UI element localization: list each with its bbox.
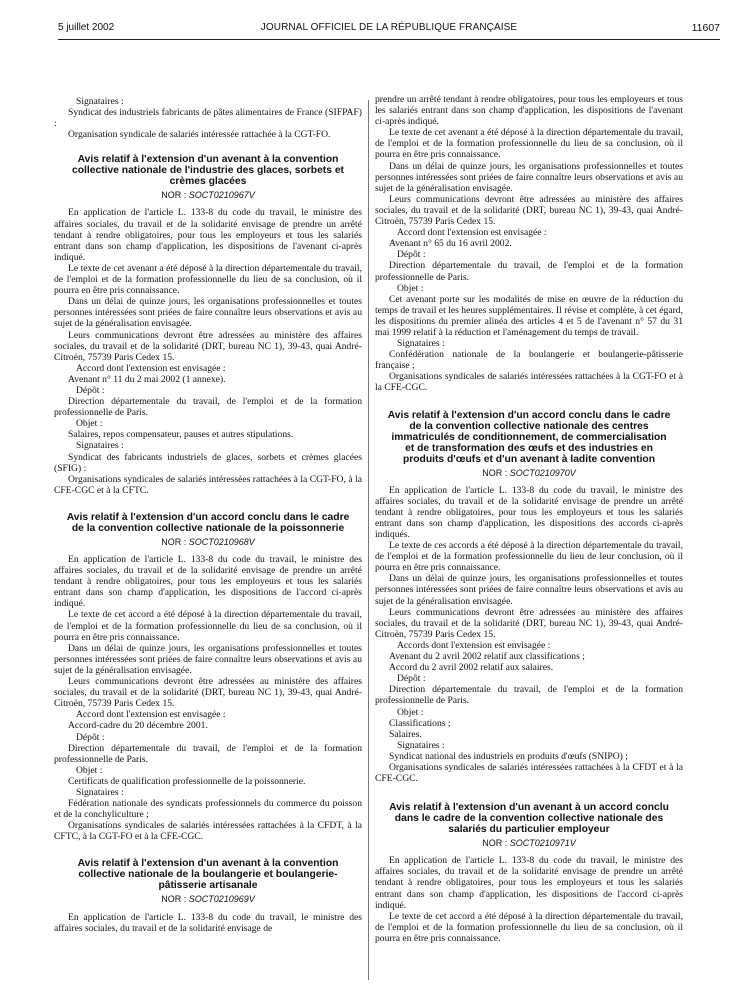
notice-paragraph: En application de l'article L. 133-8 du code du travail, le ministre des affaires sociales, du travail et de la solidarité envisage de prendre un arrêté tendant à rendre obligatoires, pour tous les employeurs et tous les salariés entrant dans son champ d'application, les dispositions de l'accord ci-après indiqué. xyxy=(54,554,362,610)
notice-heading: Avis relatif à l'extension d'un avenant à la convention collective nationale de l'industrie des glaces, sorbets et crèmes glacées xyxy=(72,154,344,188)
field-value: Classifications ; xyxy=(389,717,451,729)
signataires-label: Signataires : xyxy=(76,96,124,107)
field-value: Fédération nationale des syndicats professionnels du commerce du poisson et de la conchyliculture ; xyxy=(54,798,362,821)
notice-paragraph: Le texte de ces accords a été déposé à la direction départementale du travail, de l'emploi et de la formation professionnelle du lieu de leur conclusion, où il pourra en être pris connaissance. xyxy=(375,540,683,574)
notice-paragraph: Le texte de cet avenant a été déposé à la direction départementale du travail, de l'emploi et de la formation professionnelle du lieu de sa conclusion, où il pourra en être pris connaissance. xyxy=(375,127,683,161)
notice-paragraph: prendre un arrêté tendant à rendre obligatoires, pour tous les employeurs et tous les salariés entrant dans son champ d'application, les dispositions de l'avenant ci-après indiqué. xyxy=(375,94,683,128)
notice-paragraph: En application de l'article L. 133-8 du code du travail, le ministre des affaires sociales, du travail et de la solidarité envisage de prendre un arrêté tendant à rendre obligatoires, pour tous les employeurs et tous les salariés entrant dans son champ d'application, les dispositions de l'accord ci-après indiqué. xyxy=(375,855,683,911)
right-column xyxy=(375,94,683,944)
field-label: Dépôt : xyxy=(397,673,426,685)
notice-paragraph: Le texte de cet accord a été déposé à la direction départementale du travail, de l'emploi et de la formation professionnelle du lieu de sa conclusion, où il pourra en être pris connaissance. xyxy=(375,910,683,944)
notice-paragraph: Le texte de cet accord a été déposé à la direction départementale du travail, de l'emploi et de la formation professionnelle du lieu de sa conclusion, où il pourra en être pris connaissance. xyxy=(54,609,362,643)
field-label: Objet : xyxy=(397,282,424,294)
left-column xyxy=(54,96,362,934)
field-value: Direction départementale du travail, de l'emploi et de la formation professionnelle de Paris. xyxy=(54,742,362,765)
field-value: Avenant du 2 avril 2002 relatif aux classifications ; xyxy=(389,651,585,663)
notice-heading: Avis relatif à l'extension d'un accord conclu dans le cadre de la convention collective nationale de la poissonnerie xyxy=(66,511,350,534)
field-label: Objet : xyxy=(397,706,424,718)
field-value: Confédération nationale de la boulangerie et boulangerie-pâtisserie française ; xyxy=(375,349,683,372)
field-label: Signataires : xyxy=(76,440,124,452)
notice-paragraph: Leurs communications devront être adressées au ministère des affaires sociales, du travail et de la solidarité (DRT, bureau NC 1), 39-43, quai André-Citroën, 75739 Paris Cedex 15. xyxy=(54,329,362,363)
notice-paragraph: Le texte de cet avenant a été déposé à la direction départementale du travail, de l'emploi et de la formation professionnelle du lieu de sa conclusion, où il pourra en être pris connaissance. xyxy=(54,262,362,297)
field-label: Dépôt : xyxy=(76,731,105,743)
nor-reference: NOR : SOCT0210968V xyxy=(161,536,255,547)
notice-paragraph: Leurs communications devront être adressées au ministère des affaires sociales, du travail et de la solidarité (DRT, bureau NC 1), 39-43, quai André-Citroën, 75739 Paris Cedex 15. xyxy=(375,193,683,228)
notice-heading: Avis relatif à l'extension d'un avenant à la convention collective nationale de la boulangerie et boulangerie-pâtisserie artisanale xyxy=(77,858,339,892)
field-value: Direction départementale du travail, de l'emploi et de la formation professionnelle de Paris. xyxy=(375,684,683,707)
notice-paragraph: Dans un délai de quinze jours, les organisations professionnelles et toutes personnes intéressées sont priées de faire connaître leurs observations et avis au sujet de la généralisation envisagée. xyxy=(375,160,683,194)
field-label: Objet : xyxy=(76,418,103,430)
field-label: Accord dont l'extension est envisagée : xyxy=(76,362,226,374)
field-value: Accord du 2 avril 2002 relatif aux salaires. xyxy=(389,662,554,674)
column-divider xyxy=(368,100,369,980)
notice-heading: Avis relatif à l'extension d'un avenant à un accord conclu dans le cadre de la convention collective nationale des salariés du particulier employeur xyxy=(389,802,669,836)
field-value: Syndicat national des industriels en produits d'œufs (SNIPO) ; xyxy=(389,750,628,762)
signatory-text: Organisation syndicale de salariés intéressée rattachée à la CGT-FO. xyxy=(68,129,331,141)
field-value: Direction départementale du travail, de l'emploi et de la formation professionnelle de Paris. xyxy=(54,396,362,419)
nor-reference: NOR : SOCT0210970V xyxy=(482,467,576,478)
notice-paragraph: Leurs communications devront être adressées au ministère des affaires sociales, du travail et de la solidarité (DRT, bureau NC 1), 39-43, quai André-Citroën, 75739 Paris Cedex 15. xyxy=(375,606,683,640)
field-value: Certificats de qualification professionnelle de la poissonnerie. xyxy=(68,775,306,787)
field-value: Organisations syndicales de salariés intéressées rattachées à la CGT-FO, à la CFE-CGC et à la CFTC. xyxy=(54,473,362,496)
field-value: Organisations syndicales de salariés intéressées rattachées à la CGT-FO et à la CFE-CGC. xyxy=(375,371,683,394)
nor-reference: NOR : SOCT0210971V xyxy=(482,838,576,849)
signatory-text: Syndicat des industriels fabricants de pâtes alimentaires de France (SIFPAF) : xyxy=(54,107,362,130)
field-label: Accords dont l'extension est envisagée : xyxy=(397,639,551,651)
notice-paragraph: Dans un délai de quinze jours, les organisations professionnelles et toutes personnes intéressées sont priées de faire connaître leurs observations et avis au sujet de la généralisation envisagée. xyxy=(54,642,362,676)
header-page-number: 11607 xyxy=(691,22,720,34)
field-label: Objet : xyxy=(76,764,103,776)
notice-paragraph: En application de l'article L. 133-8 du code du travail, le ministre des affaires sociales, du travail et de la solidarité envisage de xyxy=(54,911,362,934)
notice-paragraph: Dans un délai de quinze jours, les organisations professionnelles et toutes personnes intéressées sont priées de faire connaître leurs observations et avis au sujet de la généralisation envisagée. xyxy=(375,573,683,607)
field-label: Accord dont l'extension est envisagée : xyxy=(76,709,226,721)
header-title: JOURNAL OFFICIEL DE LA RÉPUBLIQUE FRANÇAISE xyxy=(260,22,518,33)
field-value: Accord-cadre du 20 décembre 2001. xyxy=(68,720,208,732)
nor-reference: NOR : SOCT0210967V xyxy=(161,190,255,201)
nor-reference: NOR : SOCT0210969V xyxy=(161,894,255,905)
notice-paragraph: En application de l'article L. 133-8 du code du travail, le ministre des affaires sociales, du travail et de la solidarité envisage de prendre un arrêté tendant à rendre obligatoires, pour tous les employeurs et tous les salariés entrant dans son champ d'application, les dispositions de l'avenant ci-après indiqué. xyxy=(54,207,362,263)
notice-paragraph: En application de l'article L. 133-8 du code du travail, le ministre des affaires sociales, du travail et de la solidarité envisage de prendre un arrêté tendant à rendre obligatoires, pour tous les employeurs et tous les salariés entrant dans son champ d'application, les dispositions des accords ci-après indiqués. xyxy=(375,484,683,540)
field-value: Direction départementale du travail, de l'emploi et de la formation professionnelle de Paris. xyxy=(375,260,683,283)
field-label: Signataires : xyxy=(397,338,445,350)
field-label: Dépôt : xyxy=(397,249,426,261)
field-label: Signataires : xyxy=(397,739,445,751)
field-value: Syndicat des fabricants industriels de glaces, sorbets et crèmes glacées (SFIG) : xyxy=(54,451,362,474)
field-value: Organisations syndicales de salariés intéressées rattachées à la CFDT, à la CFTC, à la CGT-FO et à la CFE-CGC. xyxy=(54,820,362,843)
field-label: Accord dont l'extension est envisagée : xyxy=(397,227,547,239)
field-value: Organisations syndicales de salariés intéressées rattachées à la CFDT et à la CFE-CGC. xyxy=(375,761,683,785)
field-value: Avenant n° 65 du 16 avril 2002. xyxy=(389,238,512,250)
header-date: 5 juillet 2002 xyxy=(58,22,115,33)
field-label: Dépôt : xyxy=(76,384,105,396)
field-value: Avenant n° 11 du 2 mai 2002 (1 annexe). xyxy=(68,373,226,385)
header-rule xyxy=(58,39,720,40)
notice-paragraph: Dans un délai de quinze jours, les organisations professionnelles et toutes personnes intéressées sont priées de faire connaître leurs observations et avis au sujet de la généralisation envisagée. xyxy=(54,296,362,330)
field-value: Salaires. xyxy=(389,728,422,740)
page-header xyxy=(58,22,720,36)
field-value: Salaires, repos compensateur, pauses et autres stipulations. xyxy=(68,429,294,441)
notice-paragraph: Leurs communications devront être adressées au ministère des affaires sociales, du travail et de la solidarité (DRT, bureau NC 1), 39-43, quai André-Citroën, 75739 Paris Cedex 15. xyxy=(54,676,362,710)
notice-heading: Avis relatif à l'extension d'un accord conclu dans le cadre de la convention collective nationale des centres immatriculés de conditionnement, de commercialisation et de transformation des œufs et des industries en produits d'œufs et d'un avenant à ladite convention xyxy=(387,409,671,465)
field-label: Signataires : xyxy=(76,786,124,798)
field-value: Cet avenant porte sur les modalités de mise en œuvre de la réduction du temps de travail et les heures supplémentaires. Il révise et complète, à cet égard, les dispositions du premier alinéa des articles 4 et 5 de l'avenant n° 57 du 31 mai 1999 relatif à la réduction et l'aménagement du temps de travail. xyxy=(375,293,683,338)
